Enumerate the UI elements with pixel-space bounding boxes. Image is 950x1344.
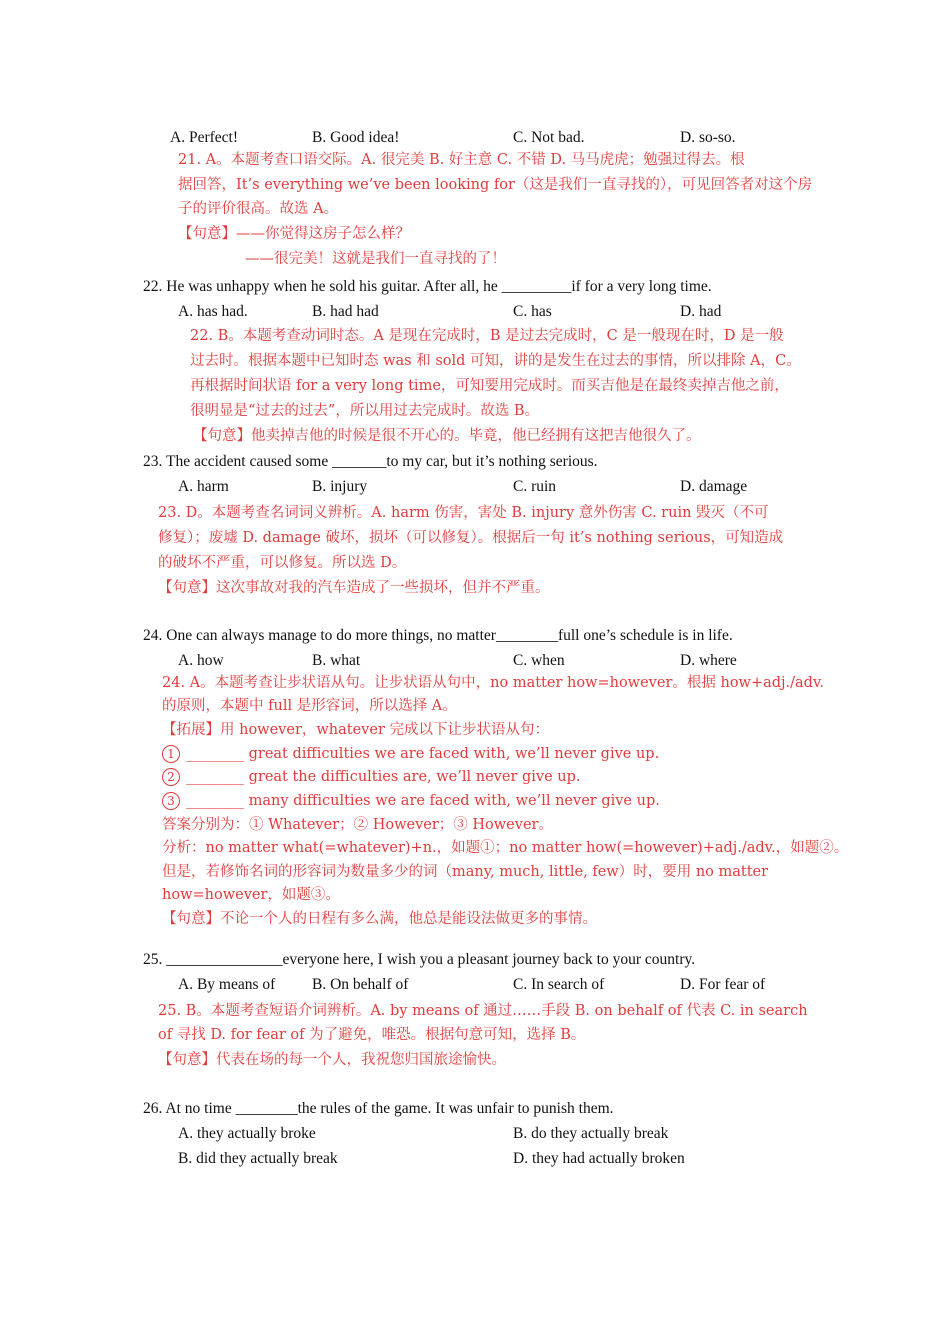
q21-explanation-line: 据回答，It’s everything we’ve been looking for（这是我们一直寻找的），可见回答者对这个房 [178, 177, 813, 193]
q24-analysis-line: how=however，如题③。 [162, 887, 340, 903]
q24-explanation-line: 的原则，本题中 full 是形容词，所以选择 A。 [162, 698, 457, 714]
q26-option-a: A. they actually broke [178, 1125, 316, 1142]
q21-option-a: A. Perfect! [170, 129, 238, 146]
q25-option-d: D. For fear of [680, 976, 766, 993]
exercise-text: ________ many difficulties we are faced with, we’ll never give up. [186, 793, 660, 809]
q25-question: 25. _______________everyone here, I wish you a pleasant journey back to your country. [143, 951, 696, 968]
q23-explanation-line: 23. D。本题考查名词词义辨析。A. harm 伤害，害处 B. injury 意外伤害 C. ruin 毁灭（不可 [158, 505, 769, 521]
q24-option-b: B. what [312, 652, 361, 669]
q26-question: 26. At no time ________the rules of the game. It was unfair to punish them. [143, 1100, 614, 1117]
q24-question: 24. One can always manage to do more things, no matter________full one’s schedule is in life. [143, 627, 733, 644]
q22-explanation-line: 22. B。本题考查动词时态。A 是现在完成时，B 是过去完成时，C 是一般现在时，D 是一般 [190, 328, 784, 344]
q23-option-c: C. ruin [513, 478, 557, 495]
q23-option-b: B. injury [312, 478, 368, 495]
q22-explanation-line: 过去时。根据本题中已知时态 was 和 sold 可知，讲的是发生在过去的事情，所以排除 A，C。 [190, 353, 801, 369]
q24-option-a: A. how [178, 652, 224, 669]
q21-explanation-line: 21. A。本题考查口语交际。A. 很完美 B. 好主意 C. 不错 D. 马马虎虎；勉强过得去。根 [178, 152, 745, 168]
q21-option-c: C. Not bad. [513, 129, 585, 146]
exercise-text: ________ great the difficulties are, we’ll never give up. [186, 769, 581, 785]
q21-sentence-meaning: ——很完美！这就是我们一直寻找的了！ [245, 251, 506, 267]
q23-question: 23. The accident caused some _______to my car, but it’s nothing serious. [143, 453, 598, 470]
q25-explanation-line: of 寻找 D. for fear of 为了避免，唯恐。根据句意可知，选择 B。 [158, 1027, 586, 1043]
q23-explanation-line: 修复）；废墟 D. damage 破坏，损坏（可以修复）。根据后一句 it’s nothing serious，可知造成 [158, 530, 784, 546]
q25-option-c: C. In search of [513, 976, 605, 993]
q22-question: 22. He was unhappy when he sold his guitar. After all, he _________if for a very long time. [143, 278, 712, 295]
q22-sentence-meaning: 【句意】他卖掉吉他的时候是很不开心的。毕竟，他已经拥有这把吉他很久了。 [193, 428, 701, 444]
q23-option-a: A. harm [178, 478, 229, 495]
q22-option-a: A. has had. [178, 303, 248, 320]
q23-explanation-line: 的破坏不严重，可以修复。所以选 D。 [158, 555, 407, 571]
q21-explanation-line: 子的评价很高。故选 A。 [178, 201, 339, 217]
q24-analysis-line: 但是，若修饰名词的形容词为数量多少的词（many, much, little, few）时，要用 no matter [162, 864, 769, 880]
q26-option-d: D. they had actually broken [513, 1150, 685, 1167]
q23-sentence-meaning: 【句意】这次事故对我的汽车造成了一些损坏，但并不严重。 [158, 580, 550, 596]
q25-option-a: A. By means of [178, 976, 276, 993]
q25-explanation-line: 25. B。本题考查短语介词辨析。A. by means of 通过……手段 B. on behalf of 代表 C. in search [158, 1003, 808, 1019]
q25-option-b: B. On behalf of [312, 976, 409, 993]
q21-option-b: B. Good idea! [312, 129, 400, 146]
q26-option-c: B. did they actually break [178, 1150, 338, 1167]
circled-number: 1 [162, 745, 180, 763]
q24-sentence-meaning: 【句意】不论一个人的日程有多么满，他总是能设法做更多的事情。 [162, 911, 597, 927]
q24-extension-heading: 【拓展】用 however，whatever 完成以下让步状语从句： [162, 722, 549, 738]
q25-sentence-meaning: 【句意】代表在场的每一个人，我祝您归国旅途愉快。 [158, 1052, 506, 1068]
q22-option-d: D. had [680, 303, 722, 320]
q24-exercise-3 [162, 791, 660, 811]
exercise-text: ________ great difficulties we are faced with, we’ll never give up. [186, 746, 660, 762]
circled-number: 2 [162, 768, 180, 786]
q23-option-d: D. damage [680, 478, 748, 495]
q24-analysis-line: 分析：no matter what(=whatever)+n.，如题①；no matter how(=however)+adj./adv.，如题②。 [162, 840, 849, 856]
q21-option-d: D. so-so. [680, 129, 736, 146]
q22-option-b: B. had had [312, 303, 379, 320]
q24-exercise-1 [162, 744, 659, 764]
q24-explanation-line: 24. A。本题考查让步状语从句。让步状语从句中，no matter how=however。根据 how+adj./adv. [162, 675, 825, 691]
q26-option-b: B. do they actually break [513, 1125, 669, 1142]
q22-option-c: C. has [513, 303, 552, 320]
q22-explanation-line: 再根据时间状语 for a very long time，可知要用完成时。而买吉他是在最终卖掉吉他之前， [190, 378, 789, 394]
q21-sentence-meaning: 【句意】——你觉得这房子怎么样？ [178, 226, 410, 242]
q24-answers: 答案分别为：① Whatever；② However；③ However。 [162, 817, 553, 833]
q24-exercise-2 [162, 767, 581, 787]
q22-explanation-line: 很明显是“过去的过去”，所以用过去完成时。故选 B。 [190, 403, 540, 419]
q24-option-d: D. where [680, 652, 737, 669]
q24-option-c: C. when [513, 652, 565, 669]
circled-number: 3 [162, 792, 180, 810]
